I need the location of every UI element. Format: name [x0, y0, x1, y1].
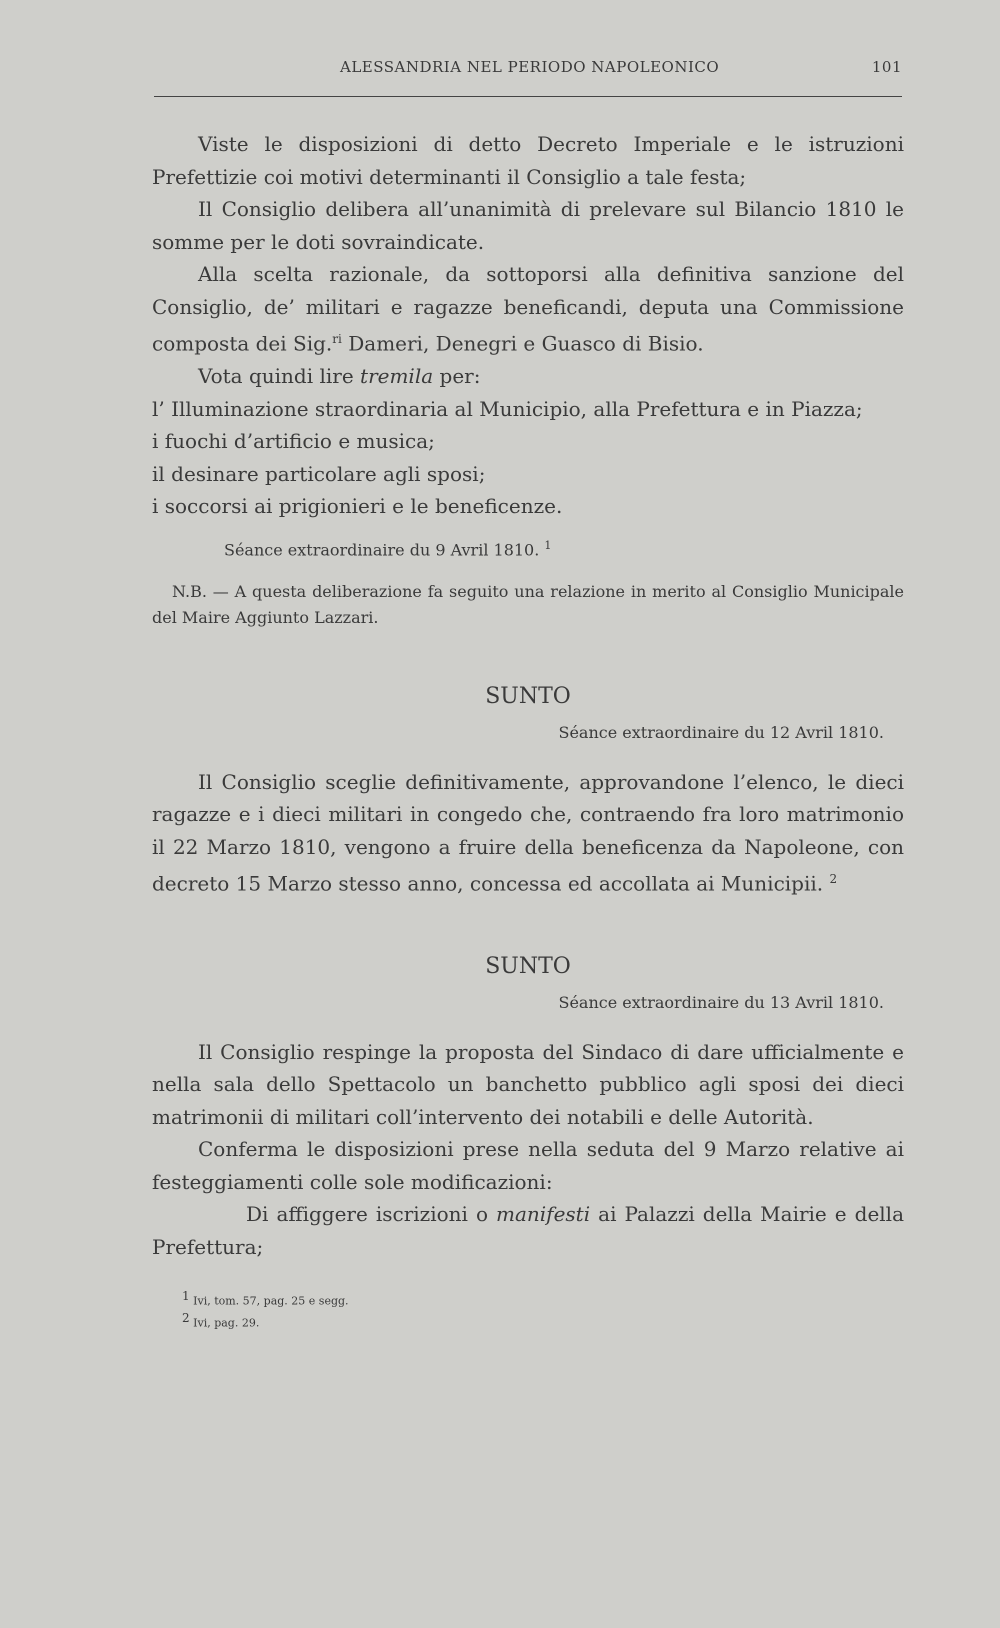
footnote-ref: 1	[544, 538, 552, 552]
footnotes	[182, 1288, 349, 1331]
list-item: i soccorsi ai prigionieri e le beneficenze.	[152, 494, 563, 519]
footnote-mark: 2	[182, 1310, 190, 1325]
footnote-mark: 1	[182, 1289, 190, 1303]
section-heading: SUNTO	[485, 683, 571, 709]
paragraph-text: ai Palazzi della Mairie e della Prefettura;	[152, 1202, 904, 1259]
list-item: l’ Illuminazione straordinaria al Municipio, alla Prefettura e in Piazza;	[152, 396, 863, 421]
emphasis: manifesti	[496, 1202, 591, 1227]
seance-line	[224, 535, 904, 561]
paragraph-text: Di affiggere iscrizioni o	[246, 1202, 497, 1227]
paragraph	[152, 258, 904, 360]
paragraph-text: Alla scelta razionale, da sottoporsi alla definitiva sanzione del Consiglio, de’ militari e ragazze beneficandi, deputa una Commissione composta dei Sig.	[152, 262, 904, 356]
footnote-text: Ivi, pag. 29.	[193, 1316, 260, 1330]
paragraph: Il Consiglio delibera all’unanimità di prelevare sul Bilancio 1810 le somme per le doti sovraindicate.	[152, 197, 904, 254]
paragraph-text: Dameri, Denegri e Guasco di Bisio.	[341, 331, 704, 356]
seance-line: Séance extraordinaire du 12 Avril 1810.	[558, 722, 884, 742]
seance-text: Séance extraordinaire du 9 Avril 1810.	[224, 539, 540, 559]
paragraph: Conferma le disposizioni prese nella seduta del 9 Marzo relative ai festeggiamenti colle sole modificazioni:	[152, 1137, 904, 1194]
footnote	[182, 1288, 349, 1310]
paragraph: Viste le disposizioni di detto Decreto Imperiale e le istruzioni Prefettizie coi motivi determinanti il Consiglio a tale festa;	[152, 132, 904, 189]
section-heading: SUNTO	[485, 953, 571, 979]
emphasis: tremila	[360, 364, 434, 389]
page-number: 101	[871, 58, 902, 76]
seance-line: Séance extraordinaire du 13 Avril 1810.	[558, 992, 884, 1012]
paragraph-text: Vota quindi lire	[198, 364, 361, 389]
paragraph-text: per:	[433, 364, 481, 389]
footnote-text: Ivi, tom. 57, pag. 25 e segg.	[193, 1294, 349, 1308]
footnote-ref: 2	[829, 872, 838, 887]
footnote	[182, 1310, 349, 1332]
list-item: il desinare particolare agli sposi;	[152, 461, 486, 486]
paragraph-text: Il Consiglio sceglie definitivamente, approvandone l’elenco, le dieci ragazze e i dieci militari in congedo che, contraendo fra loro matrimonio il 22 Marzo 1810, vengono a fruire della beneficenza da Napoleone, con decreto 15 Marzo stesso anno, concessa ed accollata ai Municipii.	[152, 769, 904, 897]
paragraph	[152, 360, 904, 393]
paragraph: Il Consiglio respinge la proposta del Sindaco di dare ufficialmente e nella sala dello Spettacolo un banchetto pubblico agli sposi dei dieci matrimonii di militari coll’intervento dei notabili e delle Autorità.	[152, 1039, 904, 1129]
running-head	[150, 58, 902, 76]
page-body	[152, 128, 904, 1263]
paragraph	[152, 766, 904, 901]
paragraph	[152, 1198, 904, 1263]
running-title: ALESSANDRIA NEL PERIODO NAPOLEONICO	[340, 58, 720, 76]
nb-note: N.B. — A questa deliberazione fa seguito una relazione in merito al Consiglio Municipale del Maire Aggiunto Lazzari.	[152, 581, 904, 627]
list-item: i fuochi d’artificio e musica;	[152, 429, 435, 454]
header-rule	[154, 96, 902, 97]
superscript: ri	[332, 332, 342, 346]
